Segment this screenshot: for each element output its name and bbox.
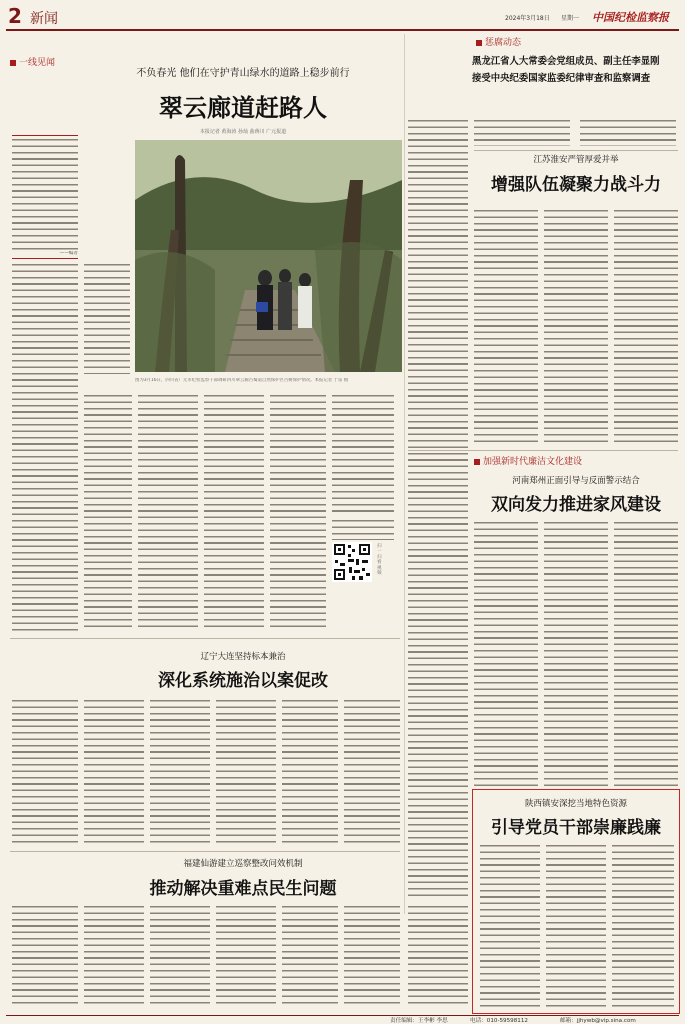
section-frontline: 一线见闻 [10, 55, 55, 68]
page-header [0, 0, 685, 30]
lead-body-col5 [270, 395, 326, 632]
page-number: 2 [8, 4, 22, 28]
jiangsu-kicker: 江苏淮安严管厚爱并举 [533, 155, 619, 165]
qr-code-icon[interactable] [332, 542, 372, 582]
section-marker-icon [10, 60, 16, 66]
issue-weekday: 星期一 [561, 15, 580, 22]
liaoning-body-col1 [12, 700, 78, 845]
editor-note [12, 135, 78, 259]
page-section: 新闻 [30, 11, 58, 27]
column-divider [404, 34, 405, 914]
liaoning-title: 深化系统施治以案促改 [158, 671, 328, 691]
liaoning-body-col5 [282, 700, 338, 845]
qr-label: 扫一扫看视频 [377, 544, 382, 577]
footer-email[interactable]: 邮箱：jjhywb@vip.sina.com [560, 1018, 636, 1024]
lead-body-col6 [332, 395, 394, 515]
lead-title: 翠云廊道赶路人 [159, 93, 327, 122]
section-anticorruption: 惩腐动态 [476, 35, 521, 48]
editor-note-signoff: ——编者 [59, 251, 78, 256]
footer [0, 1016, 685, 1024]
fujian-title: 推动解决重难点民生问题 [149, 879, 337, 899]
heilongjiang-title-line1: 黑龙江省人大常委会党组成员、副主任李显刚 [472, 56, 660, 67]
heilongjiang-title-line2: 接受中央纪委国家监委纪律审查和监察调查 [472, 73, 651, 84]
shaanxi-kicker: 陕西镇安深挖当地特色资源 [524, 799, 627, 809]
fujian-body-col5 [282, 906, 338, 1008]
jiangsu-body-col3 [614, 210, 678, 444]
henan-body-col1 [474, 522, 538, 786]
issue-date: 2024年3月18日 [505, 15, 550, 22]
footer-editor: 责任编辑：王李彬 李思 [390, 1018, 448, 1024]
lead-kicker: 不负春光 他们在守护青山绿水的道路上稳步前行 [136, 68, 350, 79]
liaoning-kicker: 辽宁大连坚持标本兼治 [200, 652, 286, 662]
qr-block[interactable] [332, 520, 394, 630]
lead-body-col3 [138, 395, 198, 632]
fujian-kicker: 福建仙游建立巡察整改问效机制 [183, 859, 303, 869]
shaanxi-body-col3 [612, 845, 674, 1007]
lead-photo [135, 140, 402, 372]
shaanxi-title: 引导党员干部崇廉践廉 [491, 818, 661, 838]
liaoning-body-col2 [84, 700, 144, 845]
fujian-body-col4 [216, 906, 276, 1008]
liaoning-body-col4 [216, 700, 276, 845]
footer-phone: 电话：010-59598112 [470, 1018, 528, 1024]
divider [10, 638, 400, 639]
jiangsu-body-col2 [544, 210, 608, 444]
jiangsu-body-col1 [474, 210, 538, 444]
section-marker-icon [474, 459, 480, 465]
section-clean-culture: 加强新时代廉洁文化建设 [474, 454, 582, 467]
qr-col-text [332, 520, 394, 540]
masthead-logo: 中国纪检监察报 [592, 11, 669, 24]
liaoning-body-col6 [344, 700, 400, 845]
fujian-body-col6 [344, 906, 400, 1008]
jiangsu-title: 增强队伍凝聚力战斗力 [491, 175, 661, 195]
fujian-body-col7 [408, 906, 468, 1008]
liaoning-body-col3 [150, 700, 210, 845]
shaanxi-body-col1 [480, 845, 540, 1007]
fujian-body-col2 [84, 906, 144, 1008]
lead-body-col2 [84, 264, 130, 374]
lead-body-col1 [12, 264, 78, 632]
lead-photo-caption: 图为3月16日，四川省广元市纪检监察干部调研四川翠云廊古蜀道自然保护区古树保护情况。本报记者 于雷 摄 [135, 378, 349, 383]
forest-photo-illustration [135, 140, 402, 372]
fujian-body-col1 [12, 906, 78, 1008]
henan-body-col2 [544, 522, 608, 786]
lead-byline: 本报记者 黄海涛 孙灿 曲蒋川 广元报道 [199, 129, 287, 135]
editor-note-text [12, 139, 78, 251]
henan-title: 双向发力推进家风建设 [491, 495, 661, 515]
fujian-body-col3 [150, 906, 210, 1008]
heilongjiang-body-col1 [474, 120, 570, 146]
divider [474, 150, 678, 151]
heilongjiang-body-col2 [580, 120, 676, 146]
shaanxi-body-col2 [546, 845, 606, 1007]
header-rule [6, 29, 679, 31]
left-mid-col [408, 120, 468, 900]
lead-body-col4 [204, 395, 264, 632]
section-marker-icon [476, 40, 482, 46]
henan-body-col3 [614, 522, 678, 786]
divider [10, 851, 400, 852]
lead-body-col2b [84, 395, 132, 632]
henan-kicker: 河南郑州正面引导与反面警示结合 [512, 476, 640, 486]
